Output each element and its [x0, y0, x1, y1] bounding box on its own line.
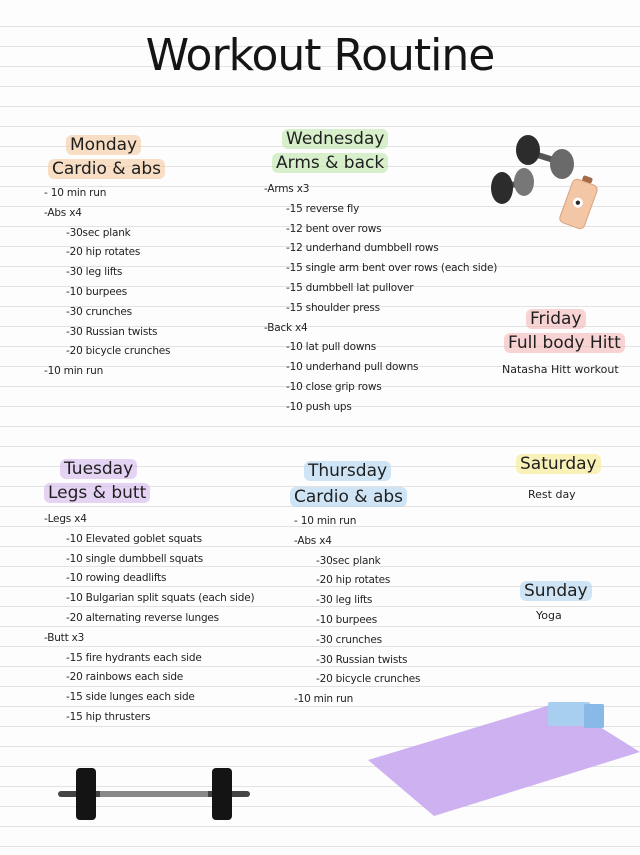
sunday-note: Yoga [536, 609, 562, 622]
monday-exercise-line: -Abs x4 [44, 206, 82, 219]
monday-exercise-line: -30sec plank [66, 226, 131, 239]
friday-day-heading [526, 308, 586, 330]
thursday-exercise-line: -30sec plank [316, 554, 381, 567]
tuesday-exercise-list [44, 510, 254, 728]
monday-day-name: Monday [66, 135, 141, 155]
wednesday-exercise-list [264, 180, 497, 418]
monday-exercise-line: -10 min run [44, 365, 104, 378]
saturday-day-name: Saturday [516, 454, 601, 474]
tuesday-exercise-line: -10 rowing deadlifts [66, 572, 167, 585]
page-title: Workout Routine [145, 30, 495, 81]
wednesday-exercise-line: -12 underhand dumbbell rows [286, 242, 439, 255]
wednesday-exercise-line: -15 shoulder press [286, 301, 380, 314]
wednesday-exercise-line: -Back x4 [264, 321, 308, 334]
wednesday-exercise-line: -15 single arm bent over rows (each side) [286, 262, 498, 275]
thursday-exercise-line: -30 leg lifts [316, 594, 373, 607]
thursday-exercise-line: -20 bicycle crunches [316, 673, 421, 686]
monday-exercise-line: -30 crunches [66, 305, 132, 318]
wednesday-day-heading [282, 128, 388, 150]
tuesday-exercise-line: -Butt x3 [44, 631, 85, 644]
tuesday-focus: Legs & butt [44, 483, 150, 503]
monday-exercise-line: -30 leg lifts [66, 266, 123, 279]
monday-focus-heading [48, 158, 165, 180]
wednesday-exercise-line: -10 underhand pull downs [286, 361, 419, 374]
monday-exercise-line: -30 Russian twists [66, 325, 158, 338]
tuesday-exercise-line: -15 side lunges each side [66, 691, 195, 704]
yoga-block-icon [544, 698, 608, 732]
barbell-plate [76, 768, 96, 820]
monday-exercise-line: - 10 min run [44, 187, 107, 199]
thursday-exercise-line: -10 burpees [316, 613, 377, 626]
wednesday-exercise-line: -15 dumbbell lat pullover [286, 281, 414, 294]
monday-exercise-line: -10 burpees [66, 285, 127, 298]
thursday-exercise-line: -30 Russian twists [316, 653, 408, 666]
friday-focus-heading [504, 332, 625, 354]
tuesday-exercise-line: -20 alternating reverse lunges [66, 611, 219, 624]
barbell-plate [212, 768, 232, 820]
sunday-day-heading [520, 580, 592, 602]
dumbbell-weight [514, 168, 534, 196]
tuesday-focus-heading [44, 482, 150, 504]
dumbbell-weight [516, 135, 540, 165]
water-bottle-icon [554, 172, 598, 232]
friday-day-name: Friday [526, 309, 586, 329]
thursday-exercise-line: -20 hip rotates [316, 574, 391, 587]
tuesday-exercise-line: -Legs x4 [44, 513, 87, 525]
monday-exercise-line: -20 hip rotates [66, 246, 141, 259]
dumbbell-weight [491, 172, 513, 204]
thursday-exercise-line: -30 crunches [316, 633, 382, 646]
wednesday-exercise-line: -12 bent over rows [286, 222, 382, 235]
yoga-block-front [548, 702, 590, 726]
monday-exercise-list [44, 184, 170, 382]
barbell-icon [56, 764, 252, 824]
wednesday-exercise-line: -10 push ups [286, 400, 352, 413]
thursday-focus: Cardio & abs [290, 487, 407, 507]
wednesday-day-name: Wednesday [282, 129, 388, 149]
thursday-exercise-line: -10 min run [294, 693, 354, 706]
thursday-focus-heading [290, 486, 407, 508]
tuesday-exercise-line: -10 single dumbbell squats [66, 552, 204, 565]
wednesday-exercise-line: -10 close grip rows [286, 380, 382, 393]
tuesday-exercise-line: -10 Elevated goblet squats [66, 532, 202, 545]
saturday-day-heading [516, 453, 601, 475]
thursday-day-name: Thursday [304, 461, 391, 481]
sunday-day-name: Sunday [520, 581, 592, 601]
thursday-exercise-list [294, 512, 420, 710]
tuesday-exercise-line: -15 fire hydrants each side [66, 651, 202, 664]
wednesday-exercise-line: -10 lat pull downs [286, 341, 376, 354]
wednesday-exercise-line: -15 reverse fly [286, 202, 360, 215]
wednesday-focus-heading [272, 152, 388, 174]
friday-focus: Full body Hitt [504, 333, 625, 353]
tuesday-exercise-line: -10 Bulgarian split squats (each side) [66, 592, 255, 605]
tuesday-exercise-line: -20 rainbows each side [66, 671, 184, 684]
thursday-exercise-line: - 10 min run [294, 515, 357, 527]
barbell-grip [100, 791, 208, 797]
monday-exercise-line: -20 bicycle crunches [66, 345, 171, 358]
wednesday-focus: Arms & back [272, 153, 388, 173]
monday-focus: Cardio & abs [48, 159, 165, 179]
thursday-exercise-line: -Abs x4 [294, 534, 332, 547]
tuesday-exercise-line: -15 hip thrusters [66, 710, 151, 723]
tuesday-day-name: Tuesday [60, 459, 137, 479]
tuesday-day-heading [60, 458, 137, 480]
saturday-note: Rest day [528, 488, 576, 501]
yoga-block-side [584, 704, 604, 728]
monday-day-heading [66, 134, 141, 156]
wednesday-exercise-line: -Arms x3 [264, 183, 310, 195]
thursday-day-heading [304, 460, 391, 482]
friday-note: Natasha Hitt workout [502, 363, 619, 376]
